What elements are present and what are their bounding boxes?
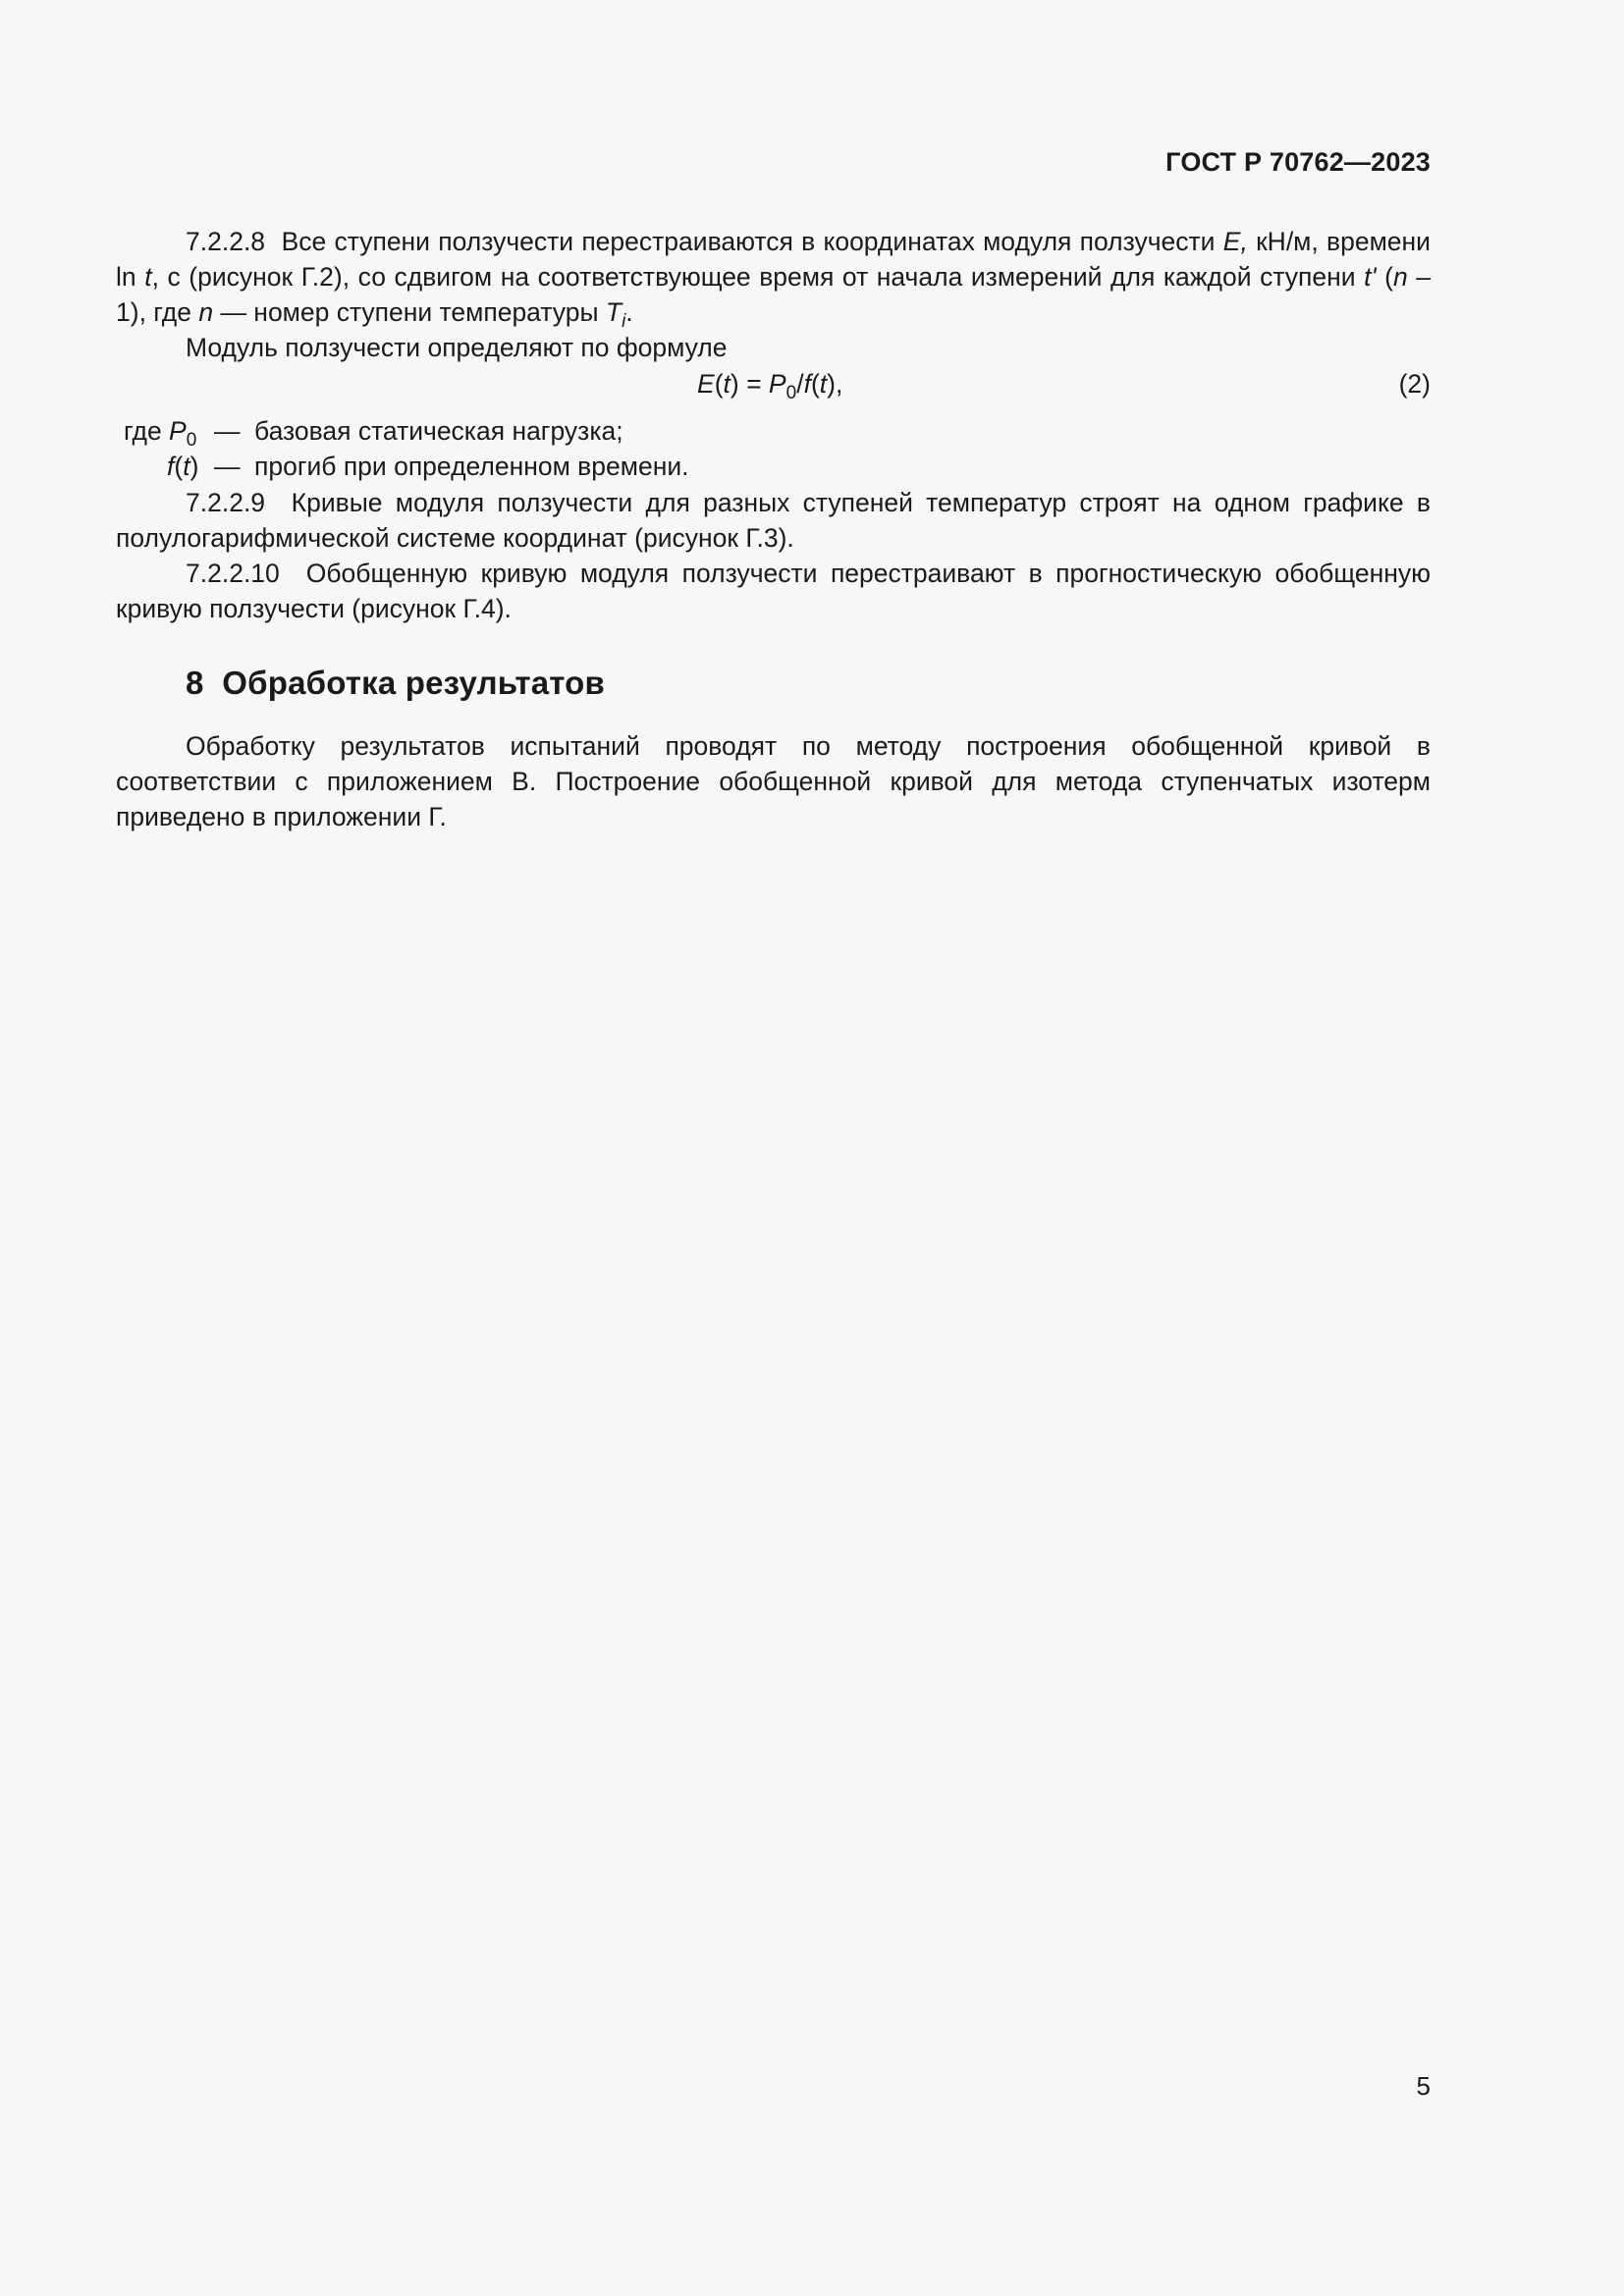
formula-part: ), [827, 369, 843, 399]
clause-text: Обобщенную кривую модуля ползучести перестраивают в прогностическую обобщенную кривую ползучести (рисунок Г.4). [116, 559, 1431, 623]
formula-part: ) = [730, 369, 769, 399]
formula-number: (2) [1398, 369, 1431, 399]
where-description: базовая статическая нагрузка; [254, 416, 623, 446]
symbol-t-prime: t' [1364, 262, 1377, 292]
section-7-body [116, 224, 1431, 626]
text-span: – 1), где [116, 262, 1431, 327]
symbol-n: n [198, 297, 214, 327]
paren: ( [174, 452, 184, 481]
formula-subscript: 0 [785, 383, 797, 403]
where-row-ft [116, 449, 1431, 484]
formula-part: ( [714, 369, 724, 399]
formula [697, 366, 842, 401]
formula-part: / [796, 369, 804, 399]
where-row-P0 [116, 413, 1431, 449]
symbol-E: E, [1222, 227, 1248, 256]
text-span: Все ступени ползучести перестраиваются в координатах модуля ползучести [281, 227, 1223, 256]
clause-number: 7.2.2.8 [186, 227, 266, 256]
paragraph-7-2-2-9 [116, 485, 1431, 556]
text-span: ( [1376, 262, 1393, 292]
section-heading: 8 Обработка результатов [186, 665, 606, 701]
symbol-t: t [183, 452, 190, 481]
section-8-body [116, 728, 1431, 834]
page-number: 5 [1416, 2071, 1431, 2101]
text-span: , с (рисунок Г.2), со сдвигом на соответствующее время от начала измерений для каждой ступени [151, 262, 1365, 292]
clause-text: Кривые модуля ползучести для разных ступеней температур строят на одном графике в полулогарифмической системе координат (рисунок Г.3). [116, 488, 1431, 553]
clause-number: 7.2.2.10 [186, 559, 280, 588]
where-dash: — [214, 452, 241, 481]
symbol-T: T [605, 297, 623, 327]
subscript-0: 0 [186, 430, 197, 451]
subscript-i: i [622, 311, 626, 332]
symbol-n: n [1392, 262, 1408, 292]
document-code: ГОСТ Р 70762—2023 [1165, 147, 1431, 177]
where-dash: — [214, 416, 241, 446]
text-span: — номер ступени температуры [213, 297, 606, 327]
formula-E: E [697, 369, 715, 399]
formula-part: ( [810, 369, 820, 399]
symbol-f: f [167, 452, 175, 481]
where-description: прогиб при определенном времени. [254, 452, 689, 481]
formula-row [116, 366, 1431, 401]
symbol-P: P [169, 416, 187, 446]
where-symbol [124, 413, 196, 449]
paren: ) [189, 452, 199, 481]
formula-t: t [723, 369, 731, 399]
section-8-paragraph: Обработку результатов испытаний проводят по методу построения обобщенной кривой в соответствии с приложением В. Построение обобщенной кривой для метода ступенчатых изотерм приведено в приложении Г. [116, 731, 1431, 831]
formula-t: t [819, 369, 828, 399]
formula-P: P [768, 369, 786, 399]
where-prefix: где [124, 416, 170, 446]
text-span: кН/м, времени ln [116, 227, 1431, 292]
paragraph-7-2-2-10 [116, 556, 1431, 626]
formula-f: f [803, 369, 811, 399]
formula-intro: Модуль ползучести определяют по формуле [186, 333, 728, 362]
symbol-t: t [144, 262, 152, 292]
where-symbol [167, 449, 198, 484]
clause-number: 7.2.2.9 [186, 488, 266, 517]
paragraph-7-2-2-8 [116, 224, 1431, 330]
text-span: . [625, 297, 633, 327]
